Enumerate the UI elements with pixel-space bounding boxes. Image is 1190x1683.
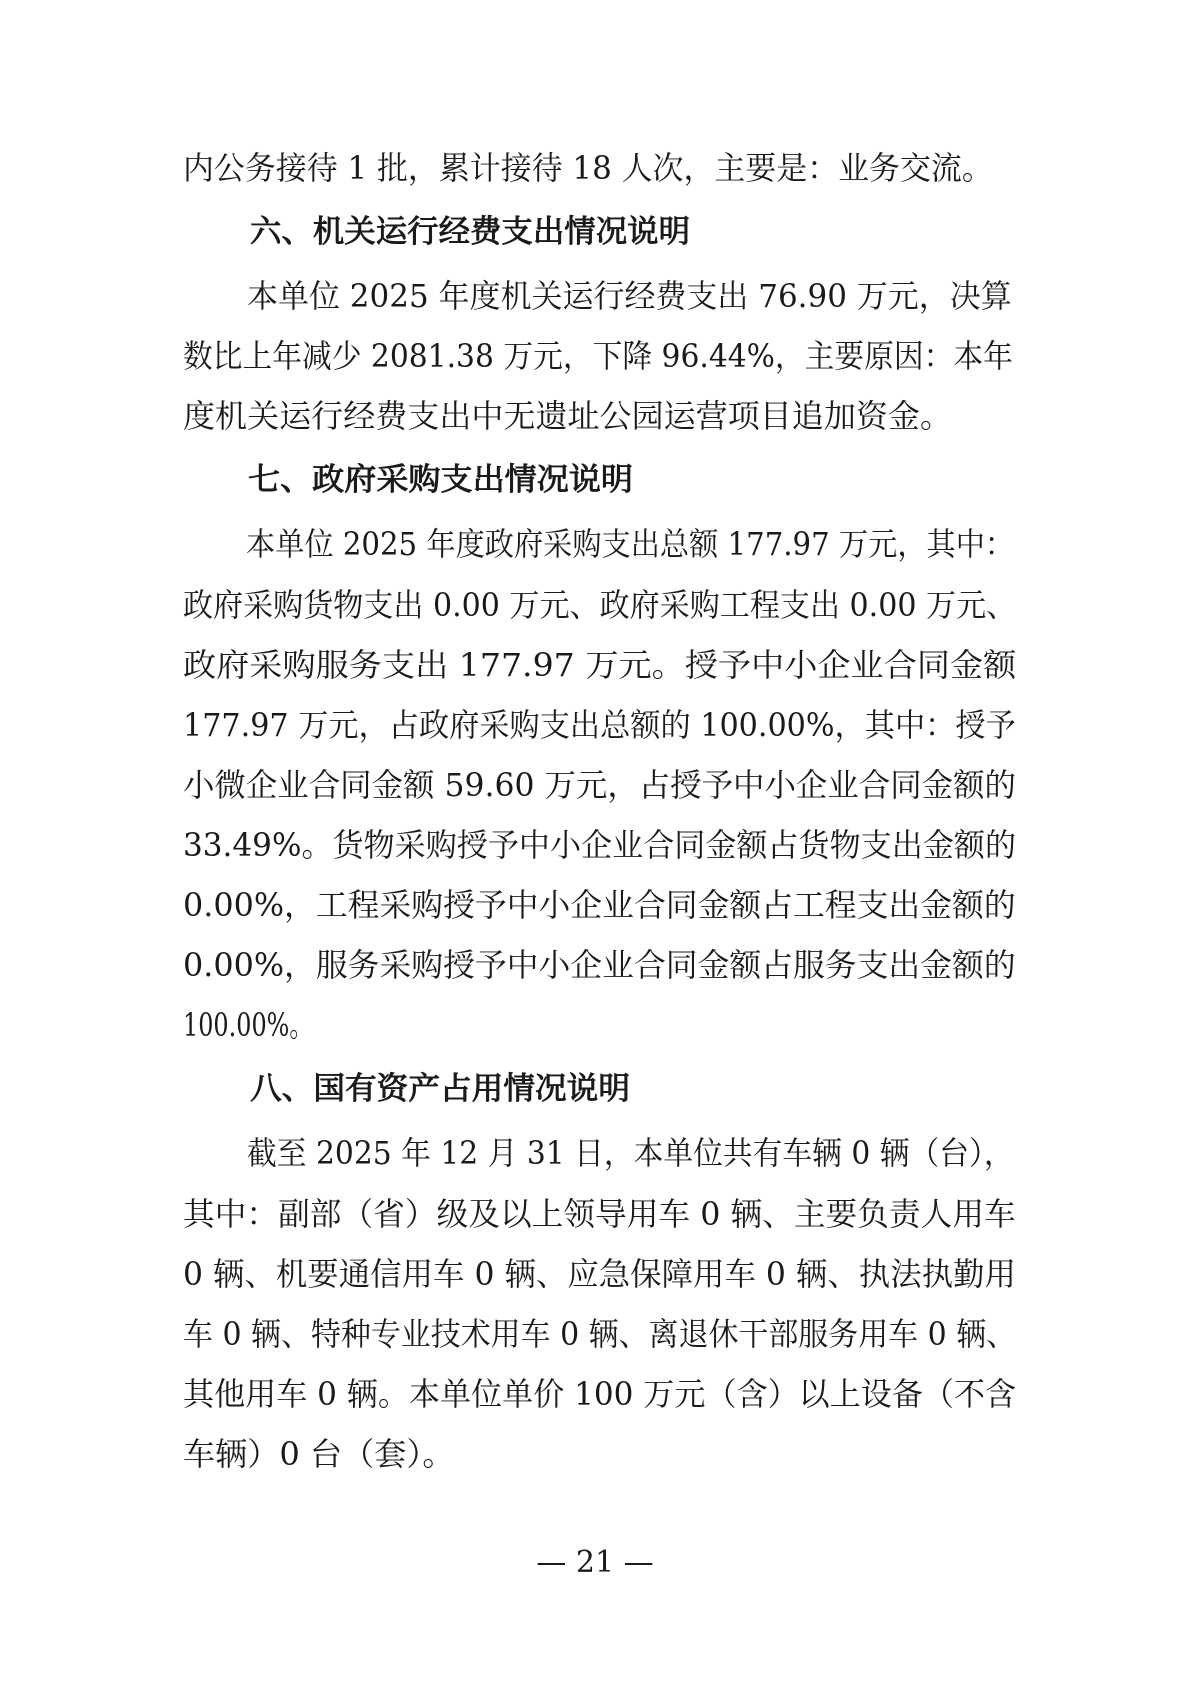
- text-line: 内公务接待 1 批，累计接待 18 人次，主要是：业务交流。: [183, 149, 993, 187]
- text-line: 本单位 2025 年度机关运行经费支出 76.90 万元，决算: [247, 277, 1012, 315]
- text-line: 33.49%。货物采购授予中小企业合同金额占货物支出金额的: [183, 826, 1017, 864]
- text-line: 其他用车 0 辆。本单位单价 100 万元（含）以上设备（不含: [183, 1375, 1017, 1413]
- text-line: 177.97 万元，占政府采购支出总额的 100.00%，其中：授予: [183, 706, 1016, 744]
- section-heading: 八、国有资产占用情况说明: [250, 1071, 630, 1107]
- text-line: 0.00%，工程采购授予中小企业合同金额占工程支出金额的: [183, 886, 1016, 924]
- section-heading: 七、政府采购支出情况说明: [248, 462, 633, 498]
- text-line: 小微企业合同金额 59.60 万元，占授予中小企业合同金额的: [183, 766, 1016, 804]
- page-number: — 21 —: [536, 1545, 654, 1580]
- text-line: 其中：副部（省）级及以上领导用车 0 辆、主要负责人用车: [183, 1195, 1016, 1233]
- text-line: 截至 2025 年 12 月 31 日，本单位共有车辆 0 辆（台），: [247, 1134, 1014, 1172]
- text-line: 100.00%。: [183, 1006, 314, 1044]
- text-line: 车辆）0 台（套）。: [183, 1435, 455, 1473]
- text-line: 0 辆、机要通信用车 0 辆、应急保障用车 0 辆、执法执勤用: [183, 1255, 1016, 1293]
- text-line: 数比上年减少 2081.38 万元，下降 96.44%，主要原因：本年: [183, 337, 1013, 375]
- text-line: 车 0 辆、特种专业技术用车 0 辆、离退休干部服务用车 0 辆、: [183, 1315, 1017, 1353]
- section-heading: 六、机关运行经费支出情况说明: [250, 214, 690, 250]
- text-line: 本单位 2025 年度政府采购支出总额 177.97 万元，其中：: [246, 525, 1015, 563]
- text-line: 政府采购货物支出 0.00 万元、政府采购工程支出 0.00 万元、: [183, 586, 1017, 624]
- text-line: 0.00%，服务采购授予中小企业合同金额占服务支出金额的: [183, 946, 1016, 984]
- text-line: 政府采购服务支出 177.97 万元。授予中小企业合同金额: [183, 646, 1017, 684]
- text-line: 度机关运行经费支出中无遗址公园运营项目追加资金。: [183, 397, 953, 435]
